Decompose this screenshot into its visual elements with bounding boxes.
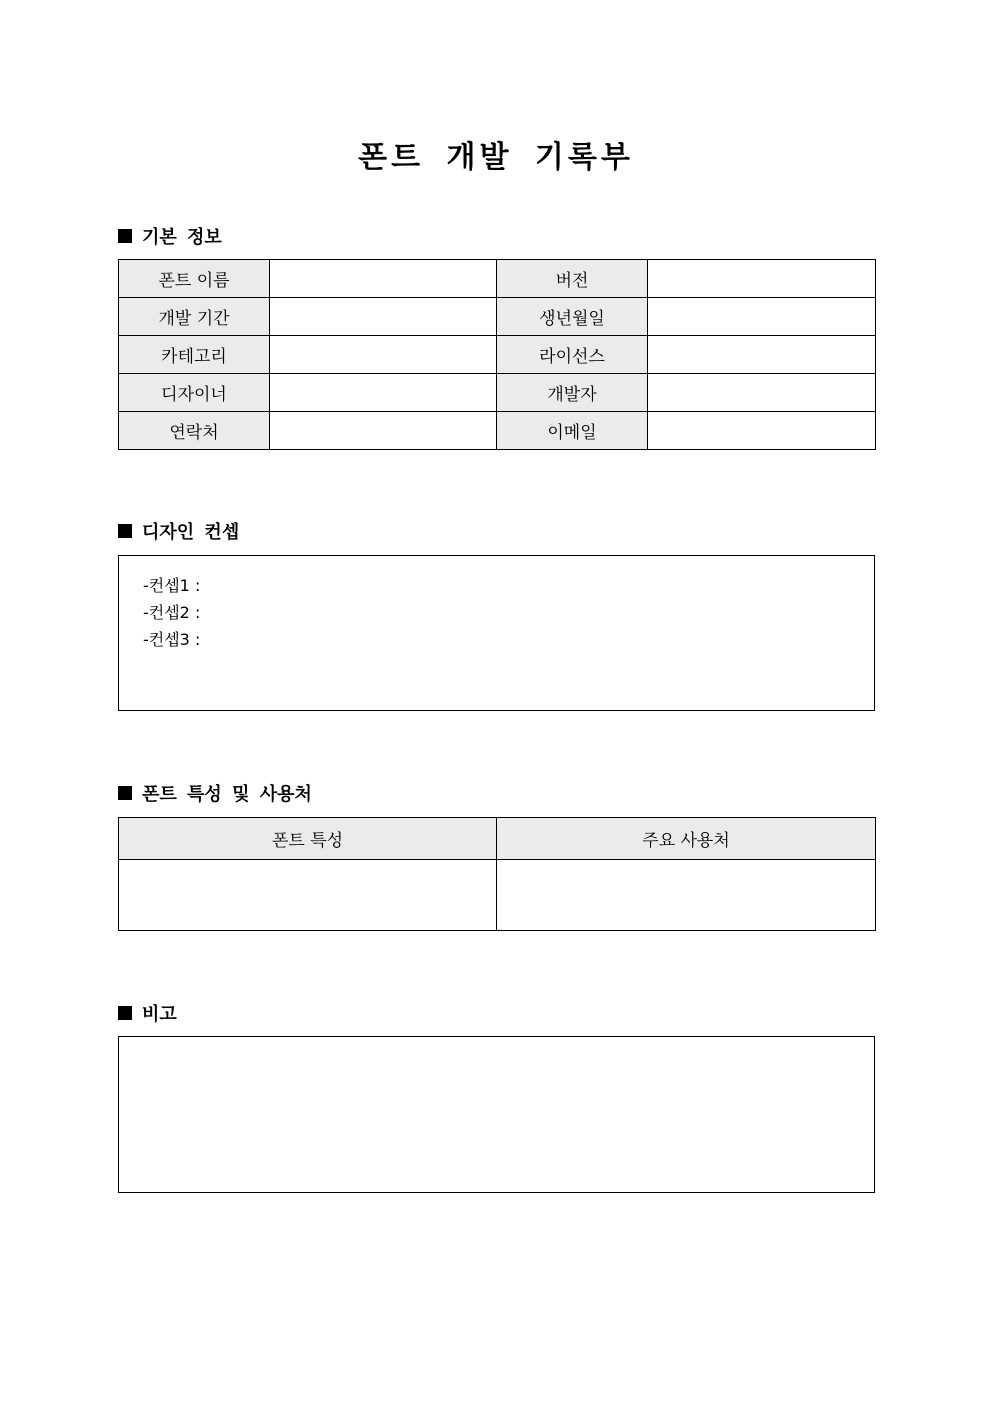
label-birthdate: 생년월일 xyxy=(497,298,648,336)
square-bullet-icon xyxy=(118,524,132,538)
label-developer: 개발자 xyxy=(497,374,648,412)
font-name-field[interactable] xyxy=(270,260,497,298)
table-row xyxy=(119,860,876,931)
dev-period-field[interactable] xyxy=(270,298,497,336)
table-row xyxy=(119,298,876,336)
concept-line-1: -컨셉1 : xyxy=(143,576,201,595)
concept-line-3: -컨셉3 : xyxy=(143,630,201,649)
section-heading-notes xyxy=(118,1000,177,1026)
main-usage-field[interactable] xyxy=(497,860,876,931)
notes-box[interactable] xyxy=(118,1036,875,1193)
table-row xyxy=(119,260,876,298)
concept-line-2: -컨셉2 : xyxy=(143,603,201,622)
header-font-features: 폰트 특성 xyxy=(119,818,497,860)
label-font-name: 폰트 이름 xyxy=(119,260,270,298)
square-bullet-icon xyxy=(118,1006,132,1020)
email-field[interactable] xyxy=(648,412,876,450)
features-table xyxy=(118,817,876,931)
label-version: 버전 xyxy=(497,260,648,298)
square-bullet-icon xyxy=(118,786,132,800)
section-title: 기본 정보 xyxy=(142,227,222,248)
label-license: 라이선스 xyxy=(497,336,648,374)
section-heading-basic xyxy=(118,223,222,249)
basic-info-table xyxy=(118,259,876,450)
table-row xyxy=(119,412,876,450)
category-field[interactable] xyxy=(270,336,497,374)
font-features-field[interactable] xyxy=(119,860,497,931)
section-title: 비고 xyxy=(142,1004,177,1025)
section-heading-concept xyxy=(118,518,239,544)
version-field[interactable] xyxy=(648,260,876,298)
label-dev-period: 개발 기간 xyxy=(119,298,270,336)
label-designer: 디자이너 xyxy=(119,374,270,412)
table-header-row xyxy=(119,818,876,860)
birthdate-field[interactable] xyxy=(648,298,876,336)
section-heading-features xyxy=(118,780,312,806)
concept-box[interactable] xyxy=(118,555,875,711)
label-contact: 연락처 xyxy=(119,412,270,450)
label-email: 이메일 xyxy=(497,412,648,450)
page-title: 폰트 개발 기록부 xyxy=(358,140,634,175)
square-bullet-icon xyxy=(118,229,132,243)
section-title: 폰트 특성 및 사용처 xyxy=(142,784,312,805)
license-field[interactable] xyxy=(648,336,876,374)
table-row xyxy=(119,374,876,412)
developer-field[interactable] xyxy=(648,374,876,412)
section-title: 디자인 컨셉 xyxy=(142,522,240,543)
contact-field[interactable] xyxy=(270,412,497,450)
table-row xyxy=(119,336,876,374)
label-category: 카테고리 xyxy=(119,336,270,374)
designer-field[interactable] xyxy=(270,374,497,412)
header-main-usage: 주요 사용처 xyxy=(497,818,876,860)
